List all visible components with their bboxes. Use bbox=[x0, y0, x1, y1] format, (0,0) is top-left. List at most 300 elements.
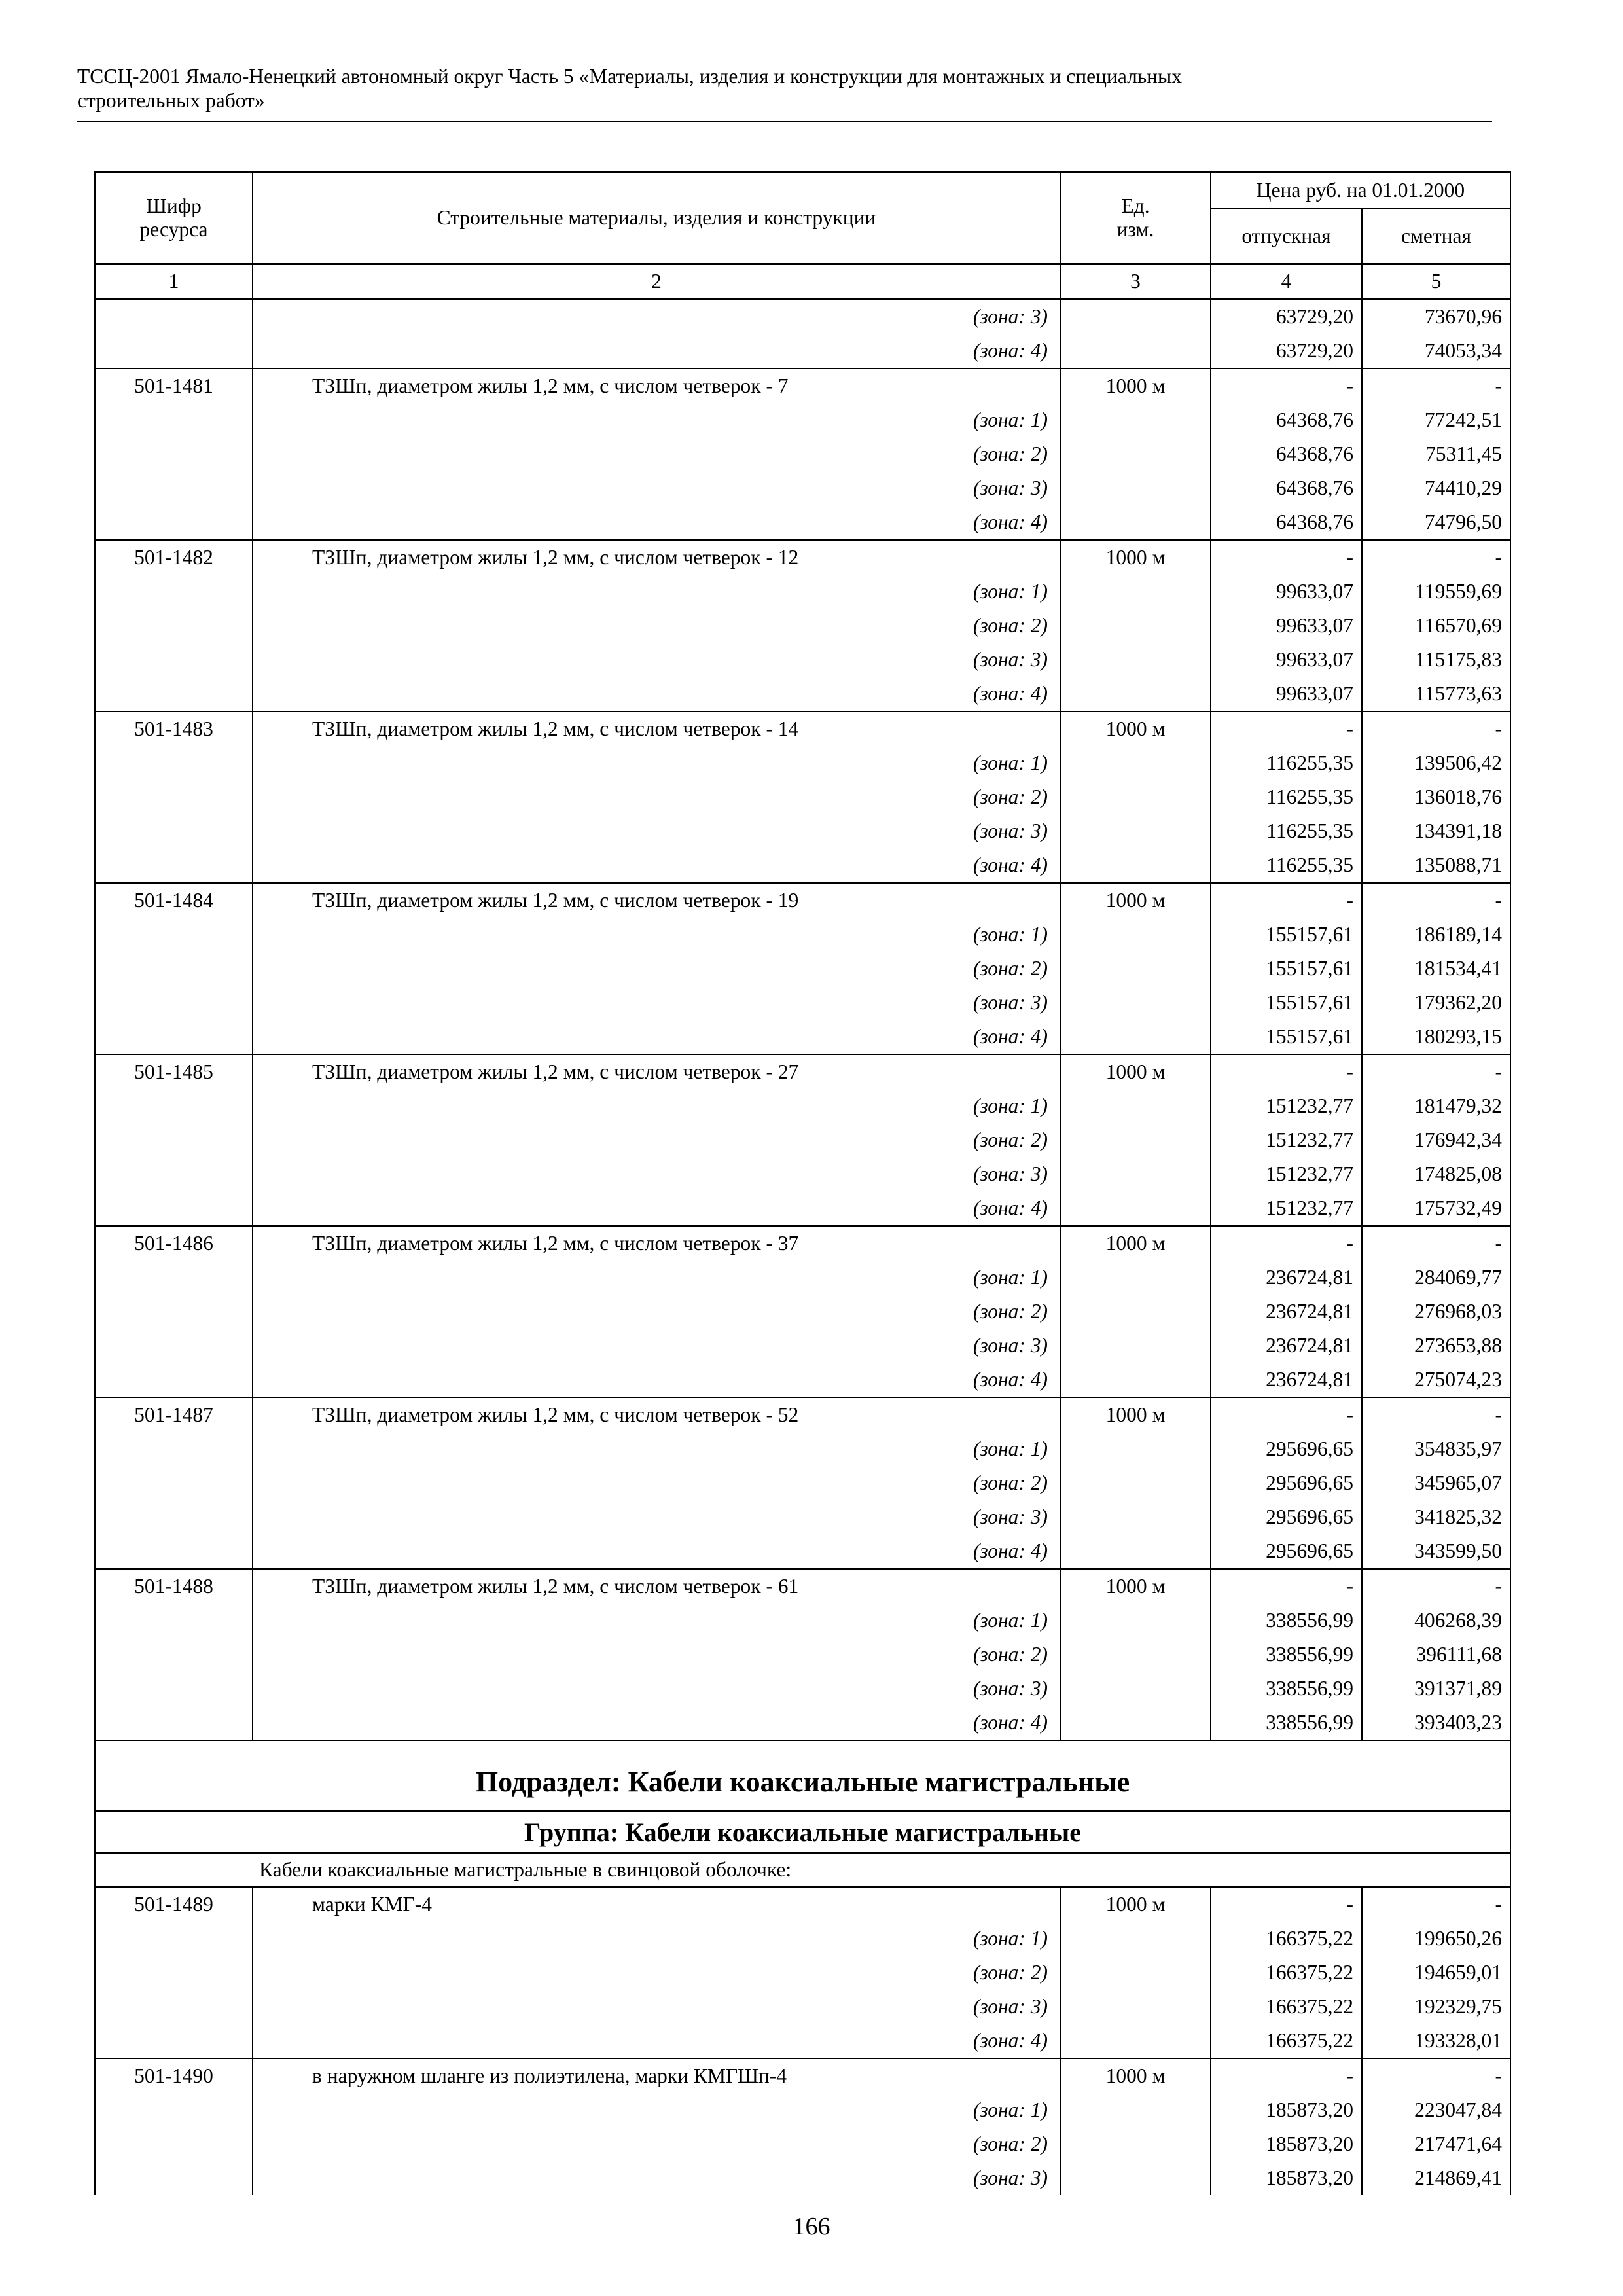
zone-row bbox=[95, 2093, 1510, 2127]
unit-cell bbox=[1060, 1295, 1211, 1329]
unit-cell bbox=[1060, 1123, 1211, 1157]
zone-row bbox=[95, 986, 1510, 1020]
code-cell bbox=[95, 746, 253, 780]
subheading-row bbox=[95, 1853, 1510, 1887]
zone-row bbox=[95, 437, 1510, 471]
zone-row bbox=[95, 299, 1510, 334]
release-price: - bbox=[1211, 1397, 1362, 1432]
resource-unit: 1000 м bbox=[1060, 368, 1211, 403]
code-cell bbox=[95, 1534, 253, 1569]
unit-cell bbox=[1060, 471, 1211, 505]
estimate-price: 74796,50 bbox=[1362, 505, 1510, 540]
code-cell bbox=[95, 1157, 253, 1191]
resource-row bbox=[95, 2058, 1510, 2093]
unit-label-line-2: изм. bbox=[1116, 218, 1154, 241]
document-header bbox=[77, 64, 1484, 113]
release-price: 99633,07 bbox=[1211, 609, 1362, 643]
estimate-price: - bbox=[1362, 1887, 1510, 1922]
unit-cell bbox=[1060, 814, 1211, 848]
unit-cell bbox=[1060, 609, 1211, 643]
zone-row bbox=[95, 1329, 1510, 1363]
estimate-price: 199650,26 bbox=[1362, 1922, 1510, 1956]
resource-row bbox=[95, 711, 1510, 746]
resource-code: 501-1487 bbox=[95, 1397, 253, 1432]
estimate-price: 214869,41 bbox=[1362, 2161, 1510, 2195]
release-price: - bbox=[1211, 540, 1362, 575]
code-cell bbox=[95, 1261, 253, 1295]
column-number: 5 bbox=[1362, 264, 1510, 299]
code-cell bbox=[95, 403, 253, 437]
code-cell bbox=[95, 1329, 253, 1363]
unit-cell bbox=[1060, 1534, 1211, 1569]
estimate-price: 73670,96 bbox=[1362, 299, 1510, 334]
zone-label: (зона: 4) bbox=[253, 1191, 1060, 1226]
code-cell bbox=[95, 1956, 253, 1990]
zone-row bbox=[95, 1191, 1510, 1226]
release-price: 116255,35 bbox=[1211, 780, 1362, 814]
estimate-price: 354835,97 bbox=[1362, 1432, 1510, 1466]
zone-label: (зона: 1) bbox=[253, 746, 1060, 780]
code-cell bbox=[95, 1123, 253, 1157]
release-price: 63729,20 bbox=[1211, 299, 1362, 334]
resource-name: ТЗШп, диаметром жилы 1,2 мм, с числом четверок - 61 bbox=[253, 1569, 1060, 1604]
resource-code: 501-1489 bbox=[95, 1887, 253, 1922]
unit-cell bbox=[1060, 643, 1211, 677]
column-header-estimate: сметная bbox=[1362, 209, 1510, 264]
code-cell bbox=[95, 1466, 253, 1500]
estimate-price: 276968,03 bbox=[1362, 1295, 1510, 1329]
estimate-price: - bbox=[1362, 2058, 1510, 2093]
estimate-price: 223047,84 bbox=[1362, 2093, 1510, 2127]
release-price: 185873,20 bbox=[1211, 2161, 1362, 2195]
resource-unit: 1000 м bbox=[1060, 2058, 1211, 2093]
zone-row bbox=[95, 952, 1510, 986]
zone-row bbox=[95, 1123, 1510, 1157]
estimate-price: 181534,41 bbox=[1362, 952, 1510, 986]
release-price: 236724,81 bbox=[1211, 1329, 1362, 1363]
estimate-price: 175732,49 bbox=[1362, 1191, 1510, 1226]
resource-row bbox=[95, 1397, 1510, 1432]
release-price: 116255,35 bbox=[1211, 848, 1362, 883]
unit-label-line-1: Ед. bbox=[1121, 194, 1150, 217]
group-row bbox=[95, 1811, 1510, 1853]
release-price: 64368,76 bbox=[1211, 437, 1362, 471]
unit-cell bbox=[1060, 780, 1211, 814]
zone-row bbox=[95, 575, 1510, 609]
estimate-price: - bbox=[1362, 883, 1510, 918]
zone-row bbox=[95, 1432, 1510, 1466]
release-price: 185873,20 bbox=[1211, 2093, 1362, 2127]
estimate-price: 396111,68 bbox=[1362, 1638, 1510, 1672]
resource-unit: 1000 м bbox=[1060, 540, 1211, 575]
unit-cell bbox=[1060, 1500, 1211, 1534]
unit-cell bbox=[1060, 1089, 1211, 1123]
release-price: 338556,99 bbox=[1211, 1672, 1362, 1706]
estimate-price: 341825,32 bbox=[1362, 1500, 1510, 1534]
zone-row bbox=[95, 1363, 1510, 1397]
unit-cell bbox=[1060, 1706, 1211, 1740]
unit-cell bbox=[1060, 1261, 1211, 1295]
zone-row bbox=[95, 403, 1510, 437]
zone-label: (зона: 1) bbox=[253, 1261, 1060, 1295]
zone-label: (зона: 4) bbox=[253, 1706, 1060, 1740]
resource-row bbox=[95, 883, 1510, 918]
resource-code: 501-1485 bbox=[95, 1054, 253, 1089]
header-line-1: ТССЦ-2001 Ямало-Ненецкий автономный округ Часть 5 «Материалы, изделия и конструкции для монтажных и специальных bbox=[77, 65, 1182, 88]
zone-label: (зона: 3) bbox=[253, 471, 1060, 505]
unit-cell bbox=[1060, 2161, 1211, 2195]
code-cell bbox=[95, 848, 253, 883]
zone-row bbox=[95, 2127, 1510, 2161]
estimate-price: 115175,83 bbox=[1362, 643, 1510, 677]
estimate-price: - bbox=[1362, 711, 1510, 746]
release-price: - bbox=[1211, 2058, 1362, 2093]
resource-name: ТЗШп, диаметром жилы 1,2 мм, с числом четверок - 12 bbox=[253, 540, 1060, 575]
release-price: - bbox=[1211, 1054, 1362, 1089]
release-price: 151232,77 bbox=[1211, 1089, 1362, 1123]
zone-row bbox=[95, 746, 1510, 780]
code-cell bbox=[95, 1604, 253, 1638]
header-line-2: строительных работ» bbox=[77, 89, 265, 112]
resource-name: в наружном шланге из полиэтилена, марки КМГШп-4 bbox=[253, 2058, 1060, 2093]
unit-cell bbox=[1060, 1432, 1211, 1466]
estimate-price: - bbox=[1362, 1226, 1510, 1261]
zone-row bbox=[95, 1922, 1510, 1956]
estimate-price: 181479,32 bbox=[1362, 1089, 1510, 1123]
estimate-price: 343599,50 bbox=[1362, 1534, 1510, 1569]
code-cell bbox=[95, 609, 253, 643]
resource-unit: 1000 м bbox=[1060, 1397, 1211, 1432]
resource-code: 501-1481 bbox=[95, 368, 253, 403]
zone-row bbox=[95, 1706, 1510, 1740]
estimate-price: - bbox=[1362, 368, 1510, 403]
code-label-line-1: Шифр bbox=[146, 194, 202, 217]
unit-cell bbox=[1060, 848, 1211, 883]
code-label-line-2: ресурса bbox=[139, 218, 208, 241]
release-price: 236724,81 bbox=[1211, 1261, 1362, 1295]
estimate-price: 174825,08 bbox=[1362, 1157, 1510, 1191]
resource-row bbox=[95, 540, 1510, 575]
code-cell bbox=[95, 471, 253, 505]
code-cell bbox=[95, 2127, 253, 2161]
code-cell bbox=[95, 918, 253, 952]
estimate-price: 134391,18 bbox=[1362, 814, 1510, 848]
zone-label: (зона: 2) bbox=[253, 437, 1060, 471]
release-price: - bbox=[1211, 1569, 1362, 1604]
estimate-price: 194659,01 bbox=[1362, 1956, 1510, 1990]
release-price: - bbox=[1211, 1226, 1362, 1261]
unit-cell bbox=[1060, 918, 1211, 952]
code-cell bbox=[95, 780, 253, 814]
unit-cell bbox=[1060, 2127, 1211, 2161]
estimate-price: - bbox=[1362, 1569, 1510, 1604]
estimate-price: - bbox=[1362, 1397, 1510, 1432]
zone-label: (зона: 1) bbox=[253, 1089, 1060, 1123]
column-header-code bbox=[95, 172, 253, 264]
zone-label: (зона: 1) bbox=[253, 575, 1060, 609]
unit-cell bbox=[1060, 403, 1211, 437]
estimate-price: 345965,07 bbox=[1362, 1466, 1510, 1500]
code-cell bbox=[95, 334, 253, 368]
estimate-price: 75311,45 bbox=[1362, 437, 1510, 471]
code-cell bbox=[95, 986, 253, 1020]
release-price: 151232,77 bbox=[1211, 1191, 1362, 1226]
resource-name: ТЗШп, диаметром жилы 1,2 мм, с числом четверок - 19 bbox=[253, 883, 1060, 918]
release-price: 295696,65 bbox=[1211, 1432, 1362, 1466]
release-price: 155157,61 bbox=[1211, 952, 1362, 986]
zone-row bbox=[95, 334, 1510, 368]
resource-code: 501-1486 bbox=[95, 1226, 253, 1261]
zone-row bbox=[95, 2024, 1510, 2058]
release-price: 116255,35 bbox=[1211, 814, 1362, 848]
unit-cell bbox=[1060, 1672, 1211, 1706]
column-header-name: Строительные материалы, изделия и конструкции bbox=[253, 172, 1060, 264]
subsection-row bbox=[95, 1740, 1510, 1811]
estimate-price: 116570,69 bbox=[1362, 609, 1510, 643]
code-cell bbox=[95, 677, 253, 711]
zone-label: (зона: 4) bbox=[253, 1020, 1060, 1054]
zone-row bbox=[95, 1672, 1510, 1706]
release-price: 166375,22 bbox=[1211, 1990, 1362, 2024]
zone-label: (зона: 3) bbox=[253, 1990, 1060, 2024]
release-price: 295696,65 bbox=[1211, 1466, 1362, 1500]
estimate-price: 192329,75 bbox=[1362, 1990, 1510, 2024]
unit-cell bbox=[1060, 1922, 1211, 1956]
zone-label: (зона: 4) bbox=[253, 334, 1060, 368]
zone-label: (зона: 1) bbox=[253, 1432, 1060, 1466]
unit-cell bbox=[1060, 746, 1211, 780]
zone-row bbox=[95, 848, 1510, 883]
release-price: 185873,20 bbox=[1211, 2127, 1362, 2161]
code-cell bbox=[95, 2161, 253, 2195]
resource-row bbox=[95, 368, 1510, 403]
estimate-price: 74410,29 bbox=[1362, 471, 1510, 505]
resource-name: ТЗШп, диаметром жилы 1,2 мм, с числом четверок - 7 bbox=[253, 368, 1060, 403]
estimate-price: 393403,23 bbox=[1362, 1706, 1510, 1740]
estimate-price: 273653,88 bbox=[1362, 1329, 1510, 1363]
column-header-price: Цена руб. на 01.01.2000 bbox=[1211, 172, 1510, 209]
unit-cell bbox=[1060, 1020, 1211, 1054]
estimate-price: 284069,77 bbox=[1362, 1261, 1510, 1295]
zone-row bbox=[95, 1466, 1510, 1500]
zone-row bbox=[95, 918, 1510, 952]
zone-label: (зона: 2) bbox=[253, 1466, 1060, 1500]
unit-cell bbox=[1060, 334, 1211, 368]
release-price: 166375,22 bbox=[1211, 1956, 1362, 1990]
estimate-price: 217471,64 bbox=[1362, 2127, 1510, 2161]
zone-label: (зона: 2) bbox=[253, 1295, 1060, 1329]
zone-row bbox=[95, 814, 1510, 848]
zone-label: (зона: 2) bbox=[253, 1123, 1060, 1157]
resource-row bbox=[95, 1887, 1510, 1922]
release-price: 99633,07 bbox=[1211, 677, 1362, 711]
estimate-price: 275074,23 bbox=[1362, 1363, 1510, 1397]
estimate-price: - bbox=[1362, 540, 1510, 575]
code-cell bbox=[95, 1295, 253, 1329]
subheading-text: Кабели коаксиальные магистральные в свинцовой оболочке: bbox=[95, 1853, 1510, 1887]
resource-row bbox=[95, 1054, 1510, 1089]
release-price: - bbox=[1211, 883, 1362, 918]
zone-label: (зона: 3) bbox=[253, 643, 1060, 677]
zone-row bbox=[95, 1157, 1510, 1191]
estimate-price: 139506,42 bbox=[1362, 746, 1510, 780]
code-cell bbox=[95, 1089, 253, 1123]
release-price: 155157,61 bbox=[1211, 918, 1362, 952]
code-cell bbox=[95, 643, 253, 677]
zone-label: (зона: 2) bbox=[253, 1956, 1060, 1990]
zone-row bbox=[95, 1020, 1510, 1054]
zone-label: (зона: 1) bbox=[253, 2093, 1060, 2127]
release-price: 155157,61 bbox=[1211, 1020, 1362, 1054]
column-number: 3 bbox=[1060, 264, 1211, 299]
release-price: 116255,35 bbox=[1211, 746, 1362, 780]
unit-cell bbox=[1060, 2024, 1211, 2058]
unit-cell bbox=[1060, 677, 1211, 711]
resource-row bbox=[95, 1226, 1510, 1261]
release-price: 338556,99 bbox=[1211, 1638, 1362, 1672]
release-price: - bbox=[1211, 711, 1362, 746]
table-body bbox=[95, 299, 1510, 2196]
column-number: 1 bbox=[95, 264, 253, 299]
release-price: 166375,22 bbox=[1211, 1922, 1362, 1956]
column-number: 4 bbox=[1211, 264, 1362, 299]
release-price: 64368,76 bbox=[1211, 505, 1362, 540]
zone-label: (зона: 4) bbox=[253, 1363, 1060, 1397]
resource-unit: 1000 м bbox=[1060, 1887, 1211, 1922]
code-cell bbox=[95, 1191, 253, 1226]
resource-name: ТЗШп, диаметром жилы 1,2 мм, с числом четверок - 52 bbox=[253, 1397, 1060, 1432]
zone-label: (зона: 3) bbox=[253, 2161, 1060, 2195]
estimate-price: 136018,76 bbox=[1362, 780, 1510, 814]
unit-cell bbox=[1060, 1157, 1211, 1191]
release-price: - bbox=[1211, 1887, 1362, 1922]
code-cell bbox=[95, 814, 253, 848]
code-cell bbox=[95, 1500, 253, 1534]
estimate-price: 77242,51 bbox=[1362, 403, 1510, 437]
zone-label: (зона: 1) bbox=[253, 1604, 1060, 1638]
resource-code: 501-1483 bbox=[95, 711, 253, 746]
group-title: Группа: Кабели коаксиальные магистральные bbox=[95, 1811, 1510, 1853]
zone-label: (зона: 3) bbox=[253, 299, 1060, 334]
price-table bbox=[94, 171, 1511, 2195]
zone-row bbox=[95, 1261, 1510, 1295]
zone-label: (зона: 4) bbox=[253, 848, 1060, 883]
resource-unit: 1000 м bbox=[1060, 1226, 1211, 1261]
code-cell bbox=[95, 1672, 253, 1706]
resource-unit: 1000 м bbox=[1060, 1569, 1211, 1604]
header-rule bbox=[77, 121, 1492, 122]
resource-code: 501-1484 bbox=[95, 883, 253, 918]
resource-code: 501-1482 bbox=[95, 540, 253, 575]
unit-cell bbox=[1060, 2093, 1211, 2127]
zone-row bbox=[95, 1534, 1510, 1569]
resource-name: ТЗШп, диаметром жилы 1,2 мм, с числом четверок - 27 bbox=[253, 1054, 1060, 1089]
code-cell bbox=[95, 2024, 253, 2058]
release-price: - bbox=[1211, 368, 1362, 403]
zone-label: (зона: 4) bbox=[253, 2024, 1060, 2058]
code-cell bbox=[95, 437, 253, 471]
unit-cell bbox=[1060, 1604, 1211, 1638]
unit-cell bbox=[1060, 575, 1211, 609]
zone-label: (зона: 4) bbox=[253, 1534, 1060, 1569]
zone-label: (зона: 1) bbox=[253, 918, 1060, 952]
zone-label: (зона: 1) bbox=[253, 1922, 1060, 1956]
resource-code: 501-1490 bbox=[95, 2058, 253, 2093]
estimate-price: 115773,63 bbox=[1362, 677, 1510, 711]
estimate-price: - bbox=[1362, 1054, 1510, 1089]
estimate-price: 193328,01 bbox=[1362, 2024, 1510, 2058]
code-cell bbox=[95, 1990, 253, 2024]
zone-row bbox=[95, 1956, 1510, 1990]
unit-cell bbox=[1060, 505, 1211, 540]
release-price: 236724,81 bbox=[1211, 1295, 1362, 1329]
zone-label: (зона: 2) bbox=[253, 780, 1060, 814]
zone-row bbox=[95, 677, 1510, 711]
zone-label: (зона: 2) bbox=[253, 1638, 1060, 1672]
zone-label: (зона: 2) bbox=[253, 2127, 1060, 2161]
unit-cell bbox=[1060, 299, 1211, 334]
zone-row bbox=[95, 643, 1510, 677]
unit-cell bbox=[1060, 1956, 1211, 1990]
resource-name: ТЗШп, диаметром жилы 1,2 мм, с числом четверок - 37 bbox=[253, 1226, 1060, 1261]
release-price: 64368,76 bbox=[1211, 471, 1362, 505]
zone-row bbox=[95, 1089, 1510, 1123]
resource-row bbox=[95, 1569, 1510, 1604]
estimate-price: 176942,34 bbox=[1362, 1123, 1510, 1157]
release-price: 99633,07 bbox=[1211, 643, 1362, 677]
zone-label: (зона: 3) bbox=[253, 986, 1060, 1020]
page-number: 166 bbox=[793, 2213, 830, 2240]
zone-label: (зона: 3) bbox=[253, 1157, 1060, 1191]
zone-row bbox=[95, 1295, 1510, 1329]
zone-row bbox=[95, 471, 1510, 505]
unit-cell bbox=[1060, 986, 1211, 1020]
release-price: 64368,76 bbox=[1211, 403, 1362, 437]
unit-cell bbox=[1060, 1191, 1211, 1226]
release-price: 295696,65 bbox=[1211, 1500, 1362, 1534]
zone-label: (зона: 3) bbox=[253, 1329, 1060, 1363]
code-cell bbox=[95, 952, 253, 986]
code-cell bbox=[95, 2093, 253, 2127]
unit-cell bbox=[1060, 437, 1211, 471]
estimate-price: 180293,15 bbox=[1362, 1020, 1510, 1054]
resource-unit: 1000 м bbox=[1060, 883, 1211, 918]
release-price: 63729,20 bbox=[1211, 334, 1362, 368]
code-cell bbox=[95, 1706, 253, 1740]
column-number: 2 bbox=[253, 264, 1060, 299]
estimate-price: 391371,89 bbox=[1362, 1672, 1510, 1706]
release-price: 166375,22 bbox=[1211, 2024, 1362, 2058]
zone-label: (зона: 2) bbox=[253, 609, 1060, 643]
release-price: 151232,77 bbox=[1211, 1157, 1362, 1191]
resource-name: марки КМГ-4 bbox=[253, 1887, 1060, 1922]
release-price: 99633,07 bbox=[1211, 575, 1362, 609]
release-price: 151232,77 bbox=[1211, 1123, 1362, 1157]
zone-label: (зона: 2) bbox=[253, 952, 1060, 986]
zone-row bbox=[95, 780, 1510, 814]
resource-code: 501-1488 bbox=[95, 1569, 253, 1604]
zone-row bbox=[95, 2161, 1510, 2195]
estimate-price: 186189,14 bbox=[1362, 918, 1510, 952]
column-header-release: отпускная bbox=[1211, 209, 1362, 264]
zone-label: (зона: 3) bbox=[253, 1500, 1060, 1534]
code-cell bbox=[95, 575, 253, 609]
zone-row bbox=[95, 1990, 1510, 2024]
estimate-price: 135088,71 bbox=[1362, 848, 1510, 883]
code-cell bbox=[95, 1363, 253, 1397]
release-price: 295696,65 bbox=[1211, 1534, 1362, 1569]
release-price: 338556,99 bbox=[1211, 1706, 1362, 1740]
